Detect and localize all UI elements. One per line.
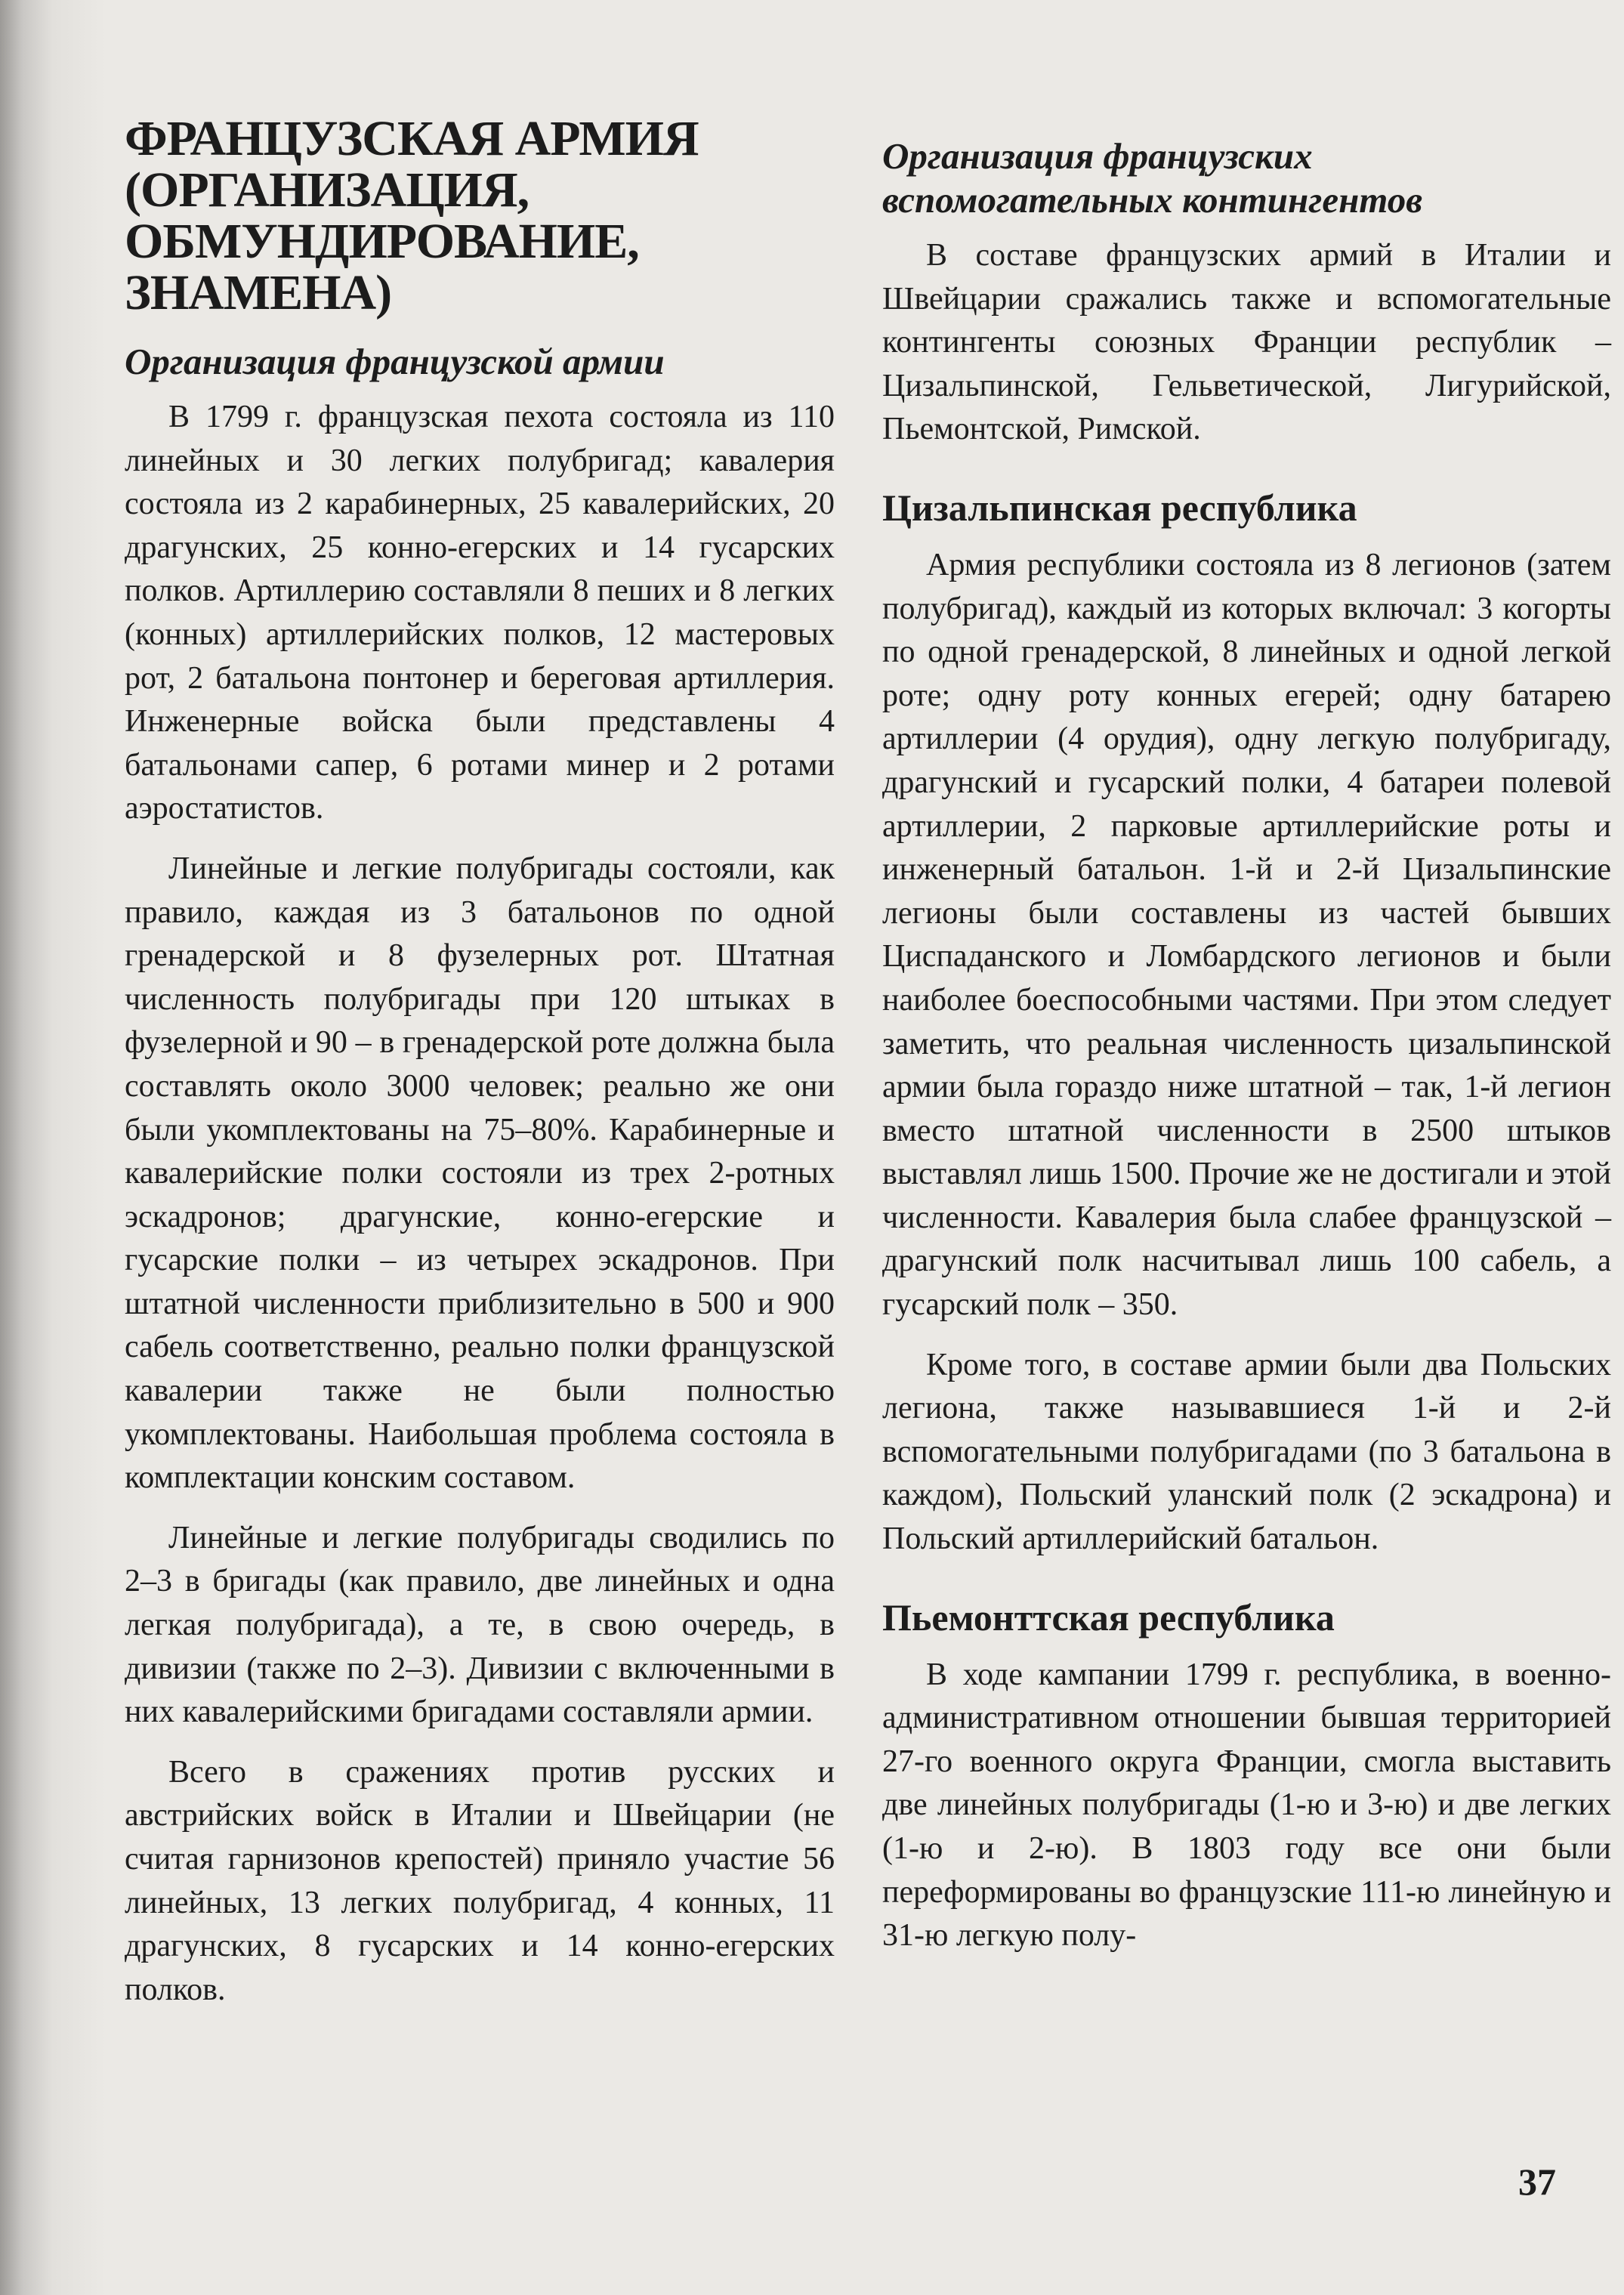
paragraph: Армия республики состояла из 8 легионов (затем полубригад), каждый из которых включал: 3 когорты по одной гренадерской, 8 линейных и одной легкой роте; одну роту конных егерей; одну батарею артиллерии (4 орудия), одну легкую полубригаду, драгунский и гусарский полки, 4 батареи полевой артиллерии, 2 парковые артиллерийские роты и инженерный батальон. 1-й и 2-й Цизальпинские легионы были составлены из частей бывших Циспаданского и Ломбардского легионов и были наиболее боеспособными частями. При этом следует заметить, что реальная численность цизальпинской армии была гораздо ниже штатной – так, 1-й легион вместо штатной численности в 2500 штыков выставлял лишь 1500. Прочие же не достигали и этой численности. Кавалерия была слабее французской – драгунский полк насчитывал лишь 100 сабель, а гусарский полк – 350.: [882, 547, 1611, 1323]
left-column: [125, 113, 835, 2028]
chapter-title-line: ОБМУНДИРОВАНИЕ,: [125, 214, 639, 269]
chapter-title-line: ЗНАМЕНА): [125, 265, 392, 320]
section-heading-french-army-organization: Организация французской армии: [125, 341, 665, 382]
paragraph: В 1799 г. французская пехота состояла из 110 линейных и 30 легких полубригад; кавалерия состояла из 2 карабинерных, 25 кавалерийских, 20 драгунских, 25 конно-егерских и 14 гусарских полков. Артиллерию составляли 8 пеших и 8 легких (конных) артиллерийских полков, 12 мастеровых рот, 2 батальона понтонер и береговая артиллерия. Инженерные войска были представлены 4 батальонами сапер, 6 ротами минер и 2 ротами аэростатистов.: [125, 400, 835, 826]
chapter-title: [125, 113, 835, 319]
section-heading-piedmontese-republic: Пьемонттская республика: [882, 1595, 1335, 1639]
paragraph: Кроме того, в составе армии были два Польских легиона, также называвшиеся 1-й и 2-й вспомогательными полубригадами (по 3 батальона в каждом), Польский уланский полк (2 эскадрона) и Польский артиллерийский батальон.: [882, 1347, 1611, 1557]
chapter-title-line: ФРАНЦУЗСКАЯ АРМИЯ: [125, 111, 699, 166]
paragraph: Линейные и легкие полубригады состояли, как правило, каждая из 3 батальонов по одной гренадерской и 8 фузелерных рот. Штатная численность полубригады при 120 штыках в фузелерной и 90 – в гренадерской роте должна была составлять около 3000 человек; реально же они были укомплектованы на 75–80%. Карабинерные и кавалерийские полки состояли из трех 2-ротных эскадронов; драгунские, конно-егерские и гусарские полки – из четырех эскадронов. При штатной численности приблизительно в 500 и 900 сабель соответственно, реально полки французской кавалерии также не были полностью укомплектованы. Наибольшая проблема состояла в комплектации конским составом.: [125, 851, 835, 1496]
paragraph: Линейные и легкие полубригады сводились по 2–3 в бригады (как правило, две линейных и одна легкая полубригада), а те, в свою очередь, в дивизии (также по 2–3). Дивизии с включенными в них кавалерийскими бригадами составляли армии.: [125, 1520, 835, 1730]
paragraph: В составе французских армий в Италии и Швейцарии сражались также и вспомогательные контингенты союзных Франции республик – Цизальпинской, Гельветической, Лигурийской, Пьемонтской, Римской.: [882, 238, 1611, 447]
right-column: [882, 113, 1611, 1975]
section-heading-cisalpine-republic: Цизальпинская республика: [882, 486, 1357, 529]
section-heading-auxiliary-contingents: Организация французских вспомогательных контингентов: [882, 135, 1423, 221]
page-number: 37: [1518, 2161, 1556, 2203]
paragraph: Всего в сражениях против русских и австрийских войск в Италии и Швейцарии (не считая гарнизонов крепостей) приняло участие 56 линейных, 13 легких полубригад, 4 конных, 11 драгунских, 8 гусарских и 14 конно-егерских полков.: [125, 1754, 835, 2007]
chapter-title-line: (ОРГАНИЗАЦИЯ,: [125, 162, 529, 218]
paragraph: В ходе кампании 1799 г. республика, в военно-административном отношении бывшая территорией 27-го военного округа Франции, смогла выставить две линейных полубригады (1-ю и 3-ю) и две легких (1-ю и 2-ю). В 1803 году все они были переформированы во французские 111-ю линейную и 31-ю легкую полу-: [882, 1657, 1611, 1954]
